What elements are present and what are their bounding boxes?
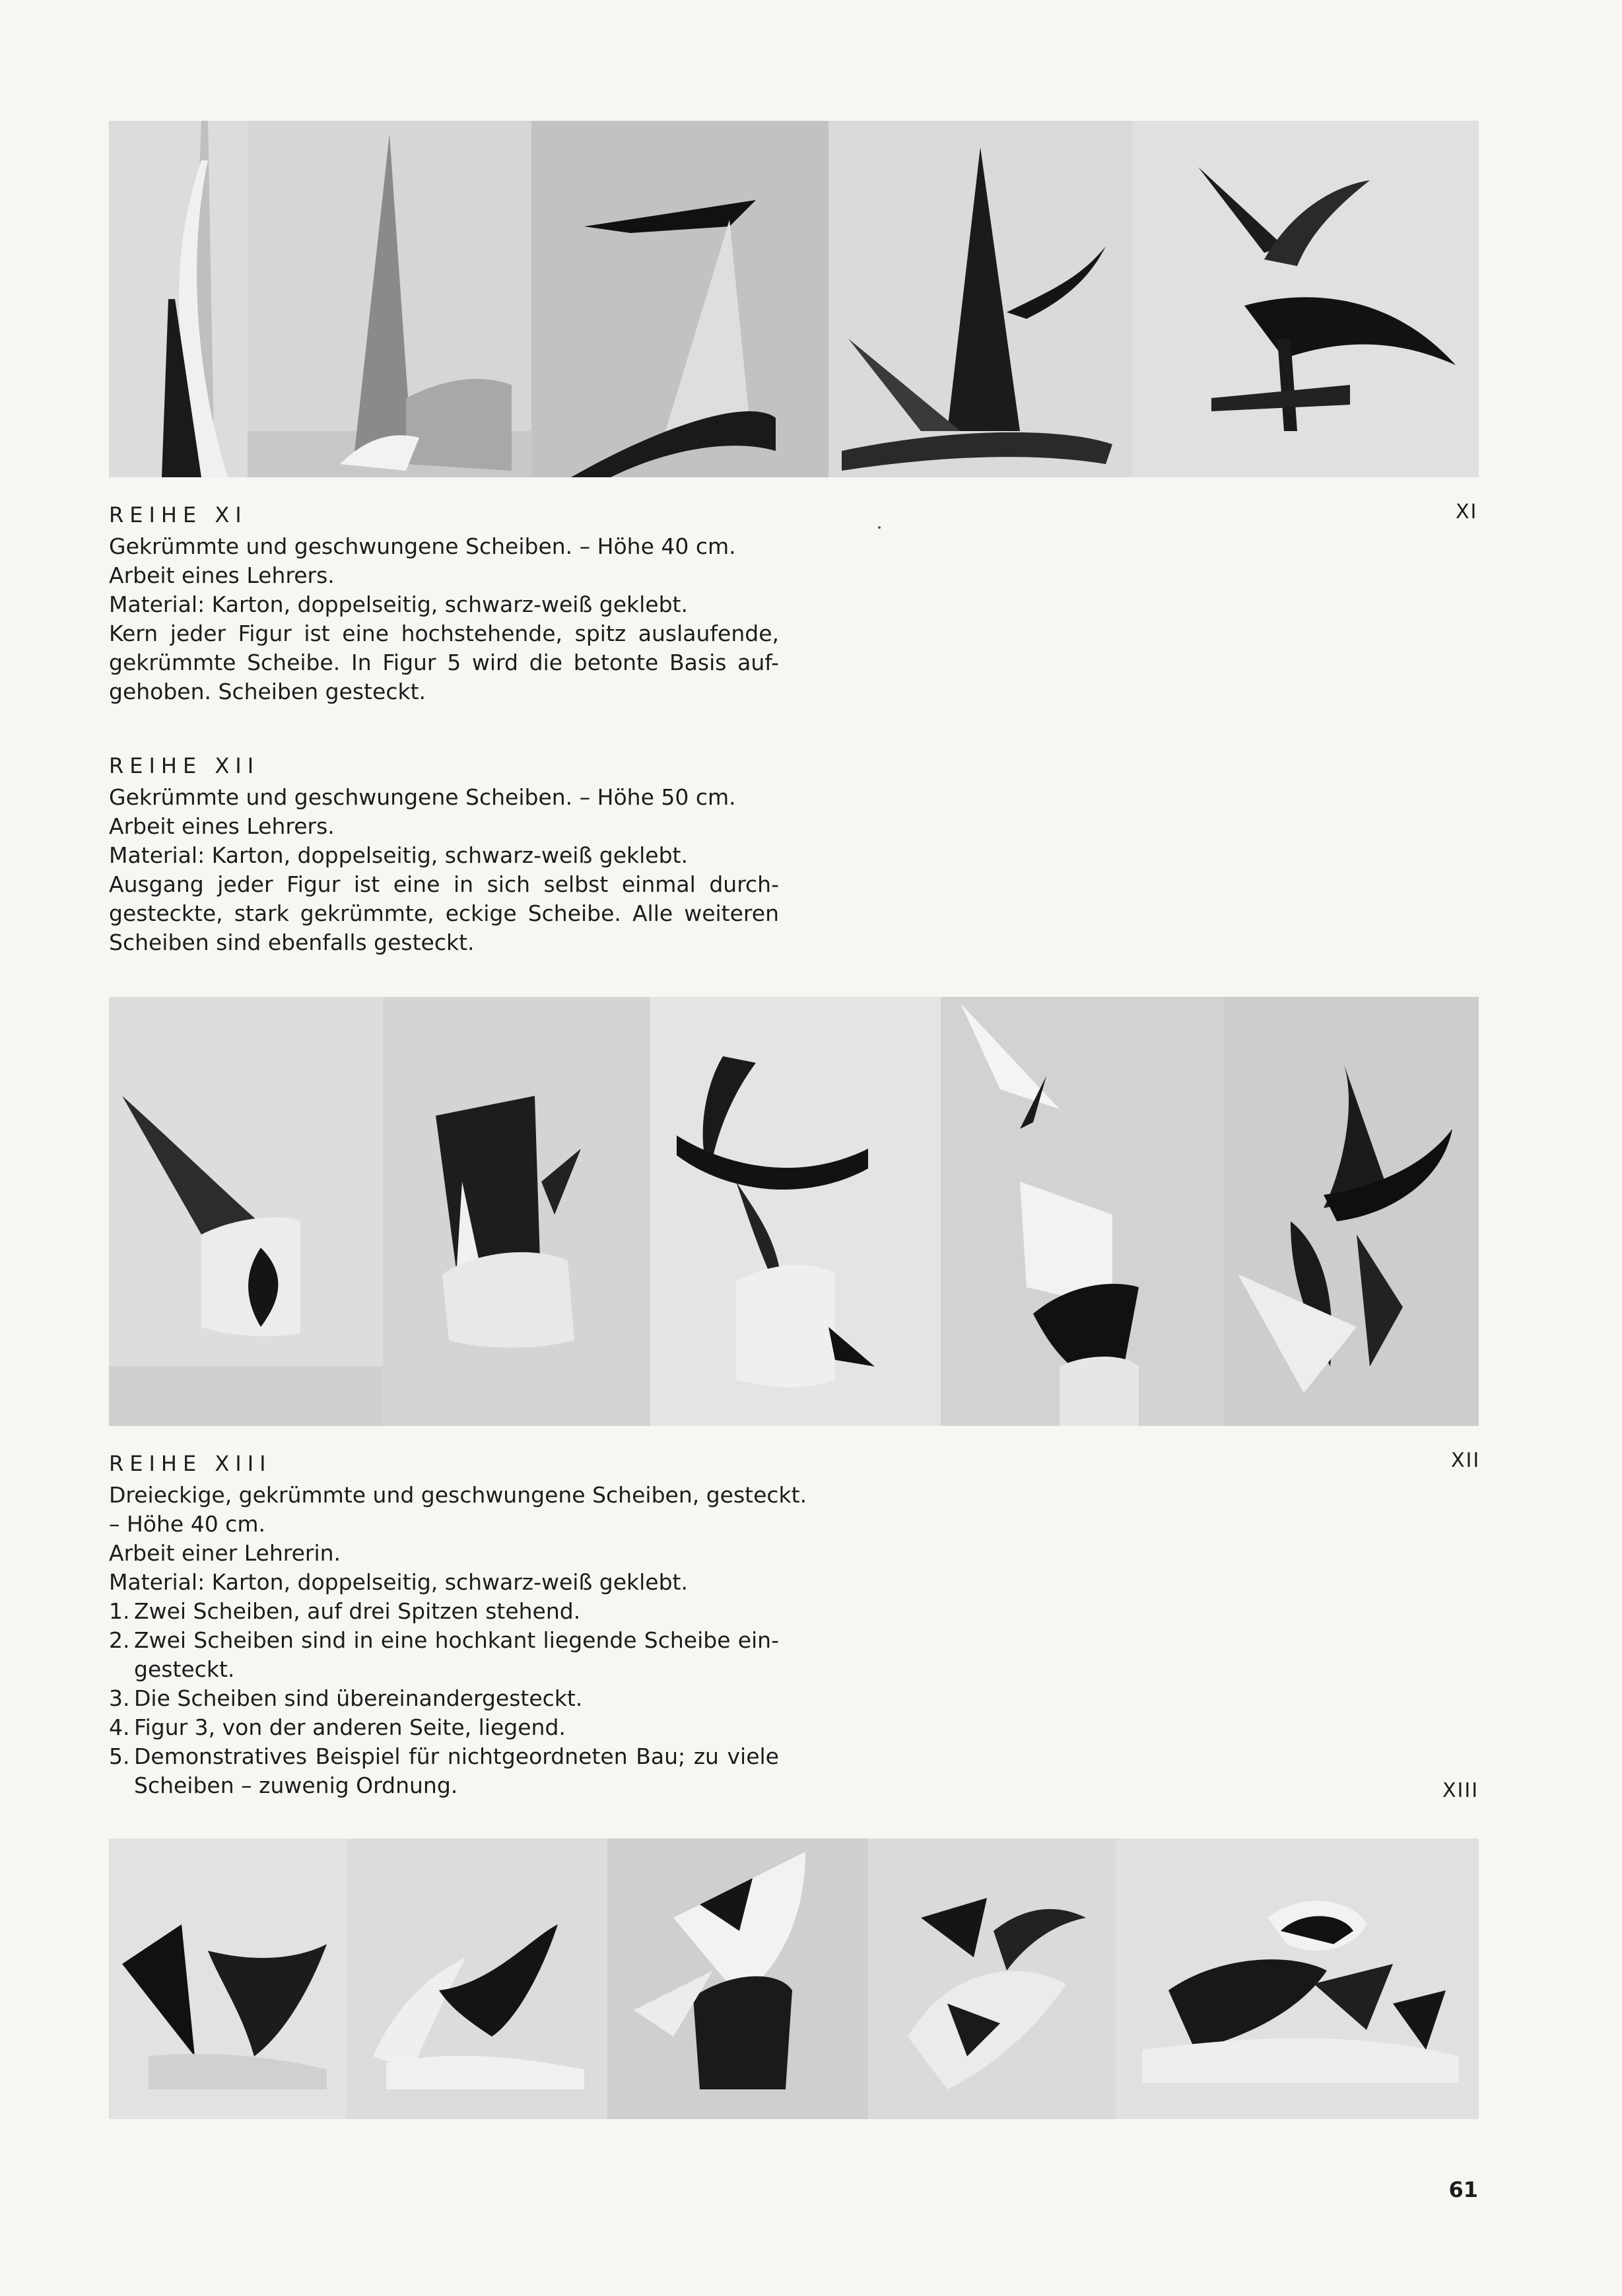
description-line: Material: Karton, doppelseitig, schwarz-weiß geklebt. [109,1569,688,1595]
sculpture-photo [347,1839,607,2119]
sculpture-photo [607,1839,868,2119]
list-text: Figur 3, von der anderen Seite, liegend. [134,1714,566,1740]
list-text: gesteckt. [134,1656,235,1682]
description-line: gekrümmte Scheibe. In Figur 5 wird die betonte Basis auf- [109,650,779,675]
list-text: Die Scheiben sind übereinandergesteckt. [134,1685,583,1711]
photo-strip-reihe-xii [109,997,1479,1426]
sculpture-photo [109,997,383,1426]
sculpture-photo [941,997,1225,1426]
photo-strip-reihe-xi [109,121,1479,477]
list-item [109,1597,779,1626]
list-number: 5. [109,1743,130,1769]
list-item [109,1742,779,1800]
description-line: – Höhe 40 cm. [109,1511,265,1537]
sculpture-photo [828,121,1132,477]
sculpture-photo [1225,997,1479,1426]
printing-speck [878,526,881,529]
margin-label-xiii: XIII [1442,1779,1479,1802]
sculpture-photo [531,121,828,477]
list-item [109,1713,779,1742]
list-text: Zwei Scheiben sind in eine hochkant liegende Scheibe ein- [134,1627,779,1653]
description-line: Arbeit eines Lehrers. [109,562,335,588]
description-line: Arbeit eines Lehrers. [109,813,335,839]
description-line: Scheiben sind ebenfalls gesteckt. [109,929,475,955]
description-line: Gekrümmte und geschwungene Scheiben. – Höhe 50 cm. [109,784,736,810]
sculpture-photo [1116,1839,1479,2119]
series-heading: REIHE XI [109,502,248,527]
list-number: 1. [109,1598,130,1624]
text-block-reihe-xii [109,751,779,957]
list-number: 3. [109,1685,130,1711]
page-number: 61 [1448,2177,1478,2202]
text-block-reihe-xiii [109,1449,807,1800]
description-line: Arbeit einer Lehrerin. [109,1540,341,1566]
description-line: gesteckte, stark gekrümmte, eckige Scheibe. Alle weiteren [109,900,779,926]
photo-strip-reihe-xiii [109,1839,1479,2119]
description-line: Gekrümmte und geschwungene Scheiben. – Höhe 40 cm. [109,533,736,559]
sculpture-photo [109,1839,347,2119]
description-line: Material: Karton, doppelseitig, schwarz-weiß geklebt. [109,842,688,868]
sculpture-photo [109,121,248,477]
text-block-reihe-xi [109,500,779,706]
description-line: gehoben. Scheiben gesteckt. [109,679,426,704]
series-heading: REIHE XII [109,753,260,778]
margin-label-xi: XI [1456,500,1478,523]
sculpture-photo [868,1839,1116,2119]
list-number: 4. [109,1714,130,1740]
series-heading: REIHE XIII [109,1451,272,1476]
list-item [109,1684,779,1713]
sculpture-photo [248,121,531,477]
description-line: Ausgang jeder Figur ist eine in sich selbst einmal durch- [109,871,779,897]
sculpture-photo [383,997,650,1426]
description-line: Dreieckige, gekrümmte und geschwungene Scheiben, gesteckt. [109,1482,807,1508]
margin-label-xii: XII [1451,1449,1481,1472]
list-text: Scheiben – zuwenig Ordnung. [134,1773,458,1798]
description-line: Material: Karton, doppelseitig, schwarz-weiß geklebt. [109,591,688,617]
description-line: Kern jeder Figur ist eine hochstehende, spitz auslaufende, [109,621,779,646]
list-item [109,1626,779,1684]
sculpture-photo [650,997,941,1426]
list-number: 2. [109,1627,130,1653]
sculpture-photo [1132,121,1479,477]
list-text: Zwei Scheiben, auf drei Spitzen stehend. [134,1598,581,1624]
list-text: Demonstratives Beispiel für nichtgeordneten Bau; zu viele [134,1743,779,1769]
